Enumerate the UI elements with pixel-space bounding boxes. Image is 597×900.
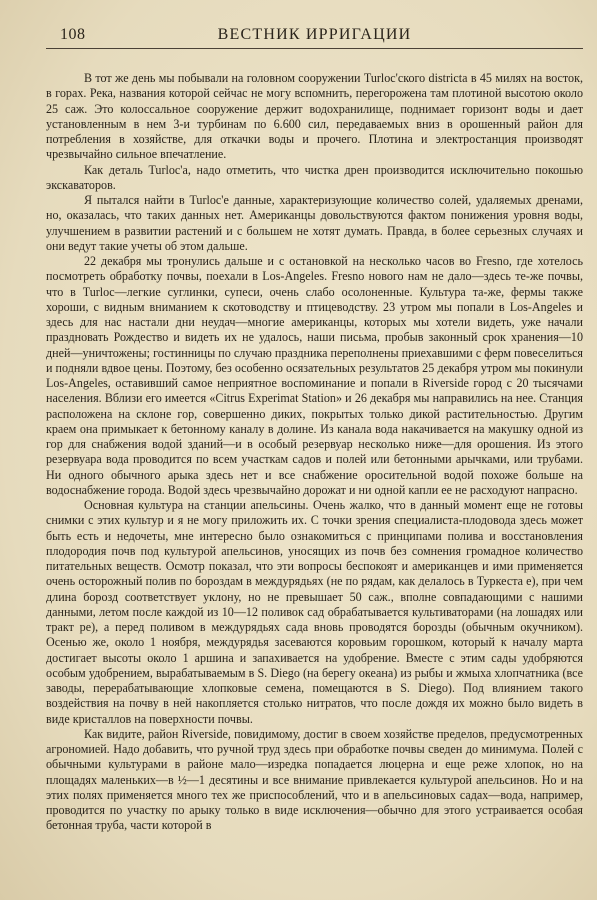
paragraph: Я пытался найти в Turloc'e данные, характеризующие количество солей, удаляемых дренами, но, оказалась, что таких данных нет. Американцы довольствуются фактом понижения уровня воды, улучшением в развитии растений и с большем не хотят думать. Правда, в более серьезных случаях и они ведут такие учеты об этом дальше. xyxy=(46,193,583,253)
paragraph: Как видите, район Riverside, повидимому, достиг в своем хозяйстве пределов, предусмотренных агрономией. Надо добавить, что ручной труд здесь при обработке почвы сведен до минимума. Полей с обычными культурами в районе мало—изредка попадается люцерна и еще реже хлопок, но на площадях маленьких—в ½—1 десятины и все внимание привлекается культурой апельсинов. Но и на этих полях применяется много тех же приспособлений, что и в апельсиновых садах—вода, например, проводится по участку по арыку только в виде исключения—обычно для этого устраивается особая бетонная труба, части которой в xyxy=(46,726,583,833)
page-number: 108 xyxy=(60,26,86,43)
paragraph: В тот же день мы побывали на головном сооружении Turloc'ского districta в 45 милях на восток, в горах. Река, названия которой сейчас не могу вспомнить, перегорожена там плотиной высотою около 25 саж. Это колоссальное сооружение держит водохранилище, поднимает горизонт воды и дает установленным в нем 3-и турбинам по 6.600 сил, передаваемых вниз в орошенный район для потребления в хозяйстве, для откачки воды и прочего. Плотина и электростанция производят чрезвычайно сильное впечатление. xyxy=(46,71,583,162)
running-head xyxy=(46,22,583,49)
article-body xyxy=(46,71,583,834)
journal-title: ВЕСТНИК ИРРИГАЦИИ xyxy=(217,26,412,43)
paragraph: 22 декабря мы тронулись дальше и с остановкой на несколько часов во Fresno, где хотелось посмотреть обработку почвы, поехали в Los-Angeles. Fresno нового нам не дало—здесь те-же почвы, что в Turloc—легкие суглинки, супеси, очень слабо осолоненные. Культура та-же, фермы также хороши, с видным вниманием к скотоводству и птицеводству. 23 утром мы попали в Los-Angeles и здесь для нас настали дни неудач—многие американцы, которых мы хотели видеть, уже начали праздновать Рождество и видеть их не удалось, наши письма, пробыв законный срок хранения—10 дней—уничтожены; гостинницы по случаю праздника переполнены приехавшими с ферм повеселиться и подняли вдвое цены. Поэтому, без особенно осязательных результатов 25 декабря утром мы покинули Los-Angeles, оставивший самое неприятное воспоминание и попали в Riverside город с 20 тысячами населения. Вблизи его имеется «Citrus Experimat Station» и 26 декабря мы направились на нее. Станция расположена на склоне гор, совершенно диких, покрытых только дикой растительностью. Другим краем она примыкает к бетонному каналу в долине. Из канала вода накачивается на макушку одной из гор для снабжения водой зданий—и в особый резервуар несколько ниже—для орошения. Из этого резервуара вода проводится по всем участкам садов и полей или бетонными арычками, или трубами. Ни одного обычного арыка здесь нет и все снабжение оросительной водой похоже больше на водоснабжение города. Водой здесь чрезвычайно дорожат и ни одной капли ее не расходуют напрасно. xyxy=(46,254,583,497)
paragraph: Основная культура на станции апельсины. Очень жалко, что в данный момент еще не готовы снимки с этих культур и я не могу приложить их. С точки зрения специалиста-плодовода здесь может быть есть и недочеты, мне интересно было ознакомиться с принципами полива и восстановления плодородия почв под культурой апельсинов, уносящих из почв без сомнения громадное количество питательных веществ. Осмотр показал, что эти вопросы беспокоят и американцев и ими применяется очень осторожный полив по бороздам в междурядьях (не по рядам, как делалось в Туркеста е), при чем длина борозд соответствует уклону, но не превышает 50 саж., вполне совпадающими с нашими данными, летом после каждой из 10—12 поливок сад обрабатывается культиваторами (на лошадях или тракт ре), а перед поливом в междурядьях сада вновь проводятся борозды (обычным окучником). Осенью же, около 1 ноября, междурядья засеваются коровьим горошком, который к началу марта достигает высоты около 1 аршина и запахивается на удобрение. Вместе с этим сады удобряются особым удобрением, вырабатываемым в S. Diego (на берегу океана) из рыбы и жмыха хлопчатника (все заводы, перерабатывающие хлопковые семена, помещаются в S. Diego). Под влиянием такого воздействия на почву в ней накопляется столько нитратов, что после дождя их можно было видеть в виде кристаллов на поверхности почвы. xyxy=(46,498,583,726)
paragraph: Как деталь Turloc'а, надо отметить, что чистка дрен производится исключительно покошью экскаваторов. xyxy=(46,162,583,192)
